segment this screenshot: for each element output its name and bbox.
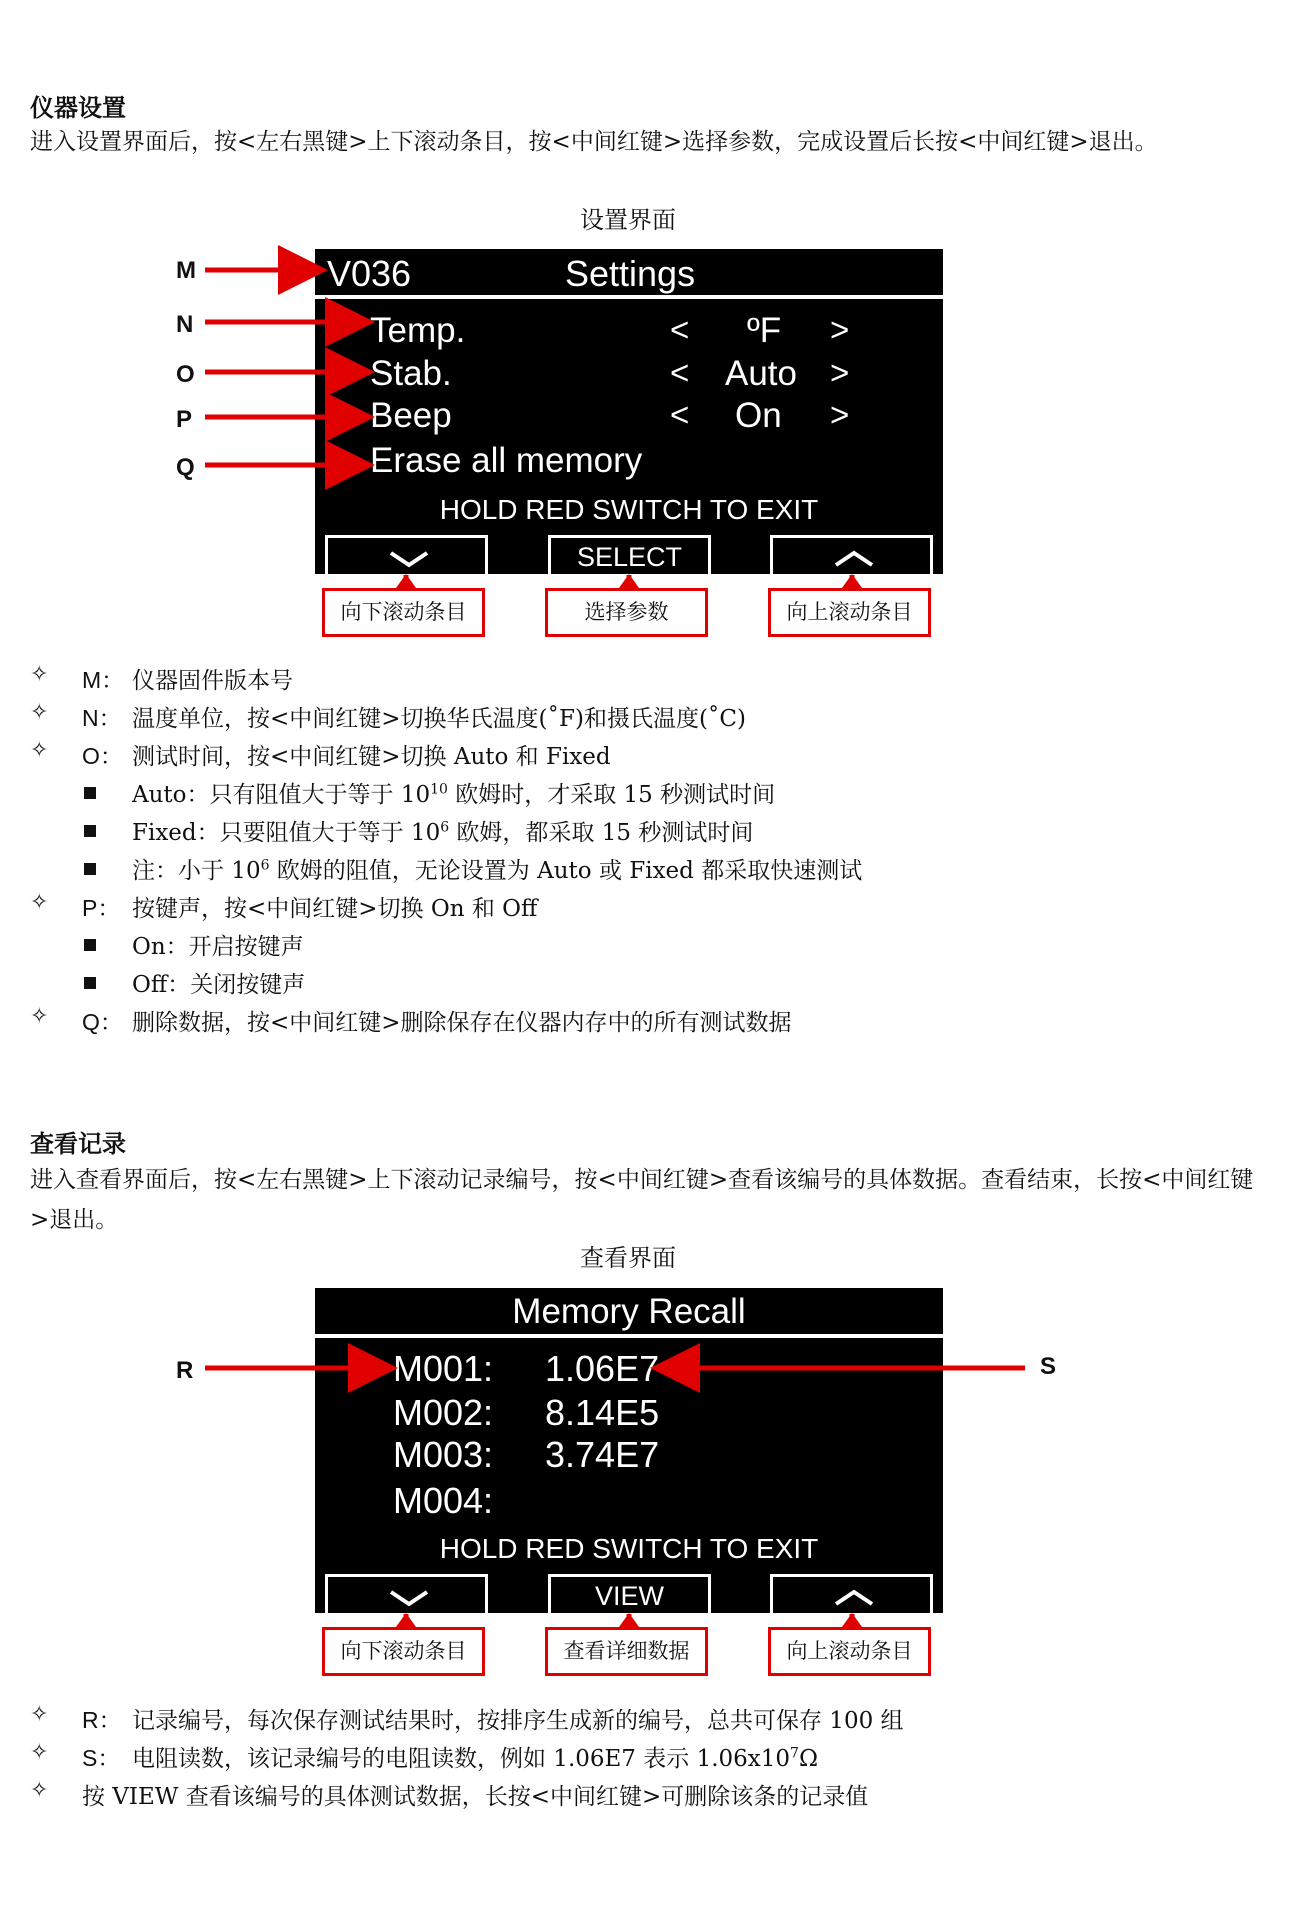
setting-prev-stab[interactable]: <	[670, 354, 690, 391]
exit-hint: HOLD RED SWITCH TO EXIT	[439, 494, 819, 525]
star-bullet-icon: ✧	[30, 1778, 49, 1803]
marker-m: M	[176, 257, 196, 284]
list-text: 欧姆时，才采取 15 秒测试时间	[447, 782, 776, 808]
setting-label-stab[interactable]: Stab.	[370, 354, 452, 393]
list-key: P：	[82, 895, 121, 921]
star-bullet-icon: ✧	[30, 1702, 49, 1727]
star-bullet-icon: ✧	[30, 1004, 49, 1029]
list-text: 电阻读数，该记录编号的电阻读数，例如 1.06E7 表示 1.06x10	[132, 1746, 791, 1772]
setting-next-stab[interactable]: >	[830, 354, 850, 391]
record-value: 1.06E7	[545, 1348, 660, 1389]
marker-s: S	[1040, 1353, 1057, 1380]
star-bullet-icon: ✧	[30, 662, 49, 687]
marker-o: O	[176, 361, 195, 388]
marker-r: R	[176, 1357, 194, 1384]
list-key: N：	[82, 705, 122, 731]
screen-title: Settings	[565, 253, 696, 294]
list-text: 按键声，按<中间红键>切换 On 和 Off	[132, 896, 538, 922]
record-value: 3.74E7	[545, 1434, 660, 1475]
star-bullet-icon: ✧	[30, 738, 49, 763]
setting-label-temp[interactable]: Temp.	[370, 311, 466, 350]
list-text: 按 VIEW 查看该编号的具体测试数据，长按<中间红键>可删除该条的记录值	[82, 1784, 869, 1810]
superscript: 6	[440, 819, 450, 836]
callout-scroll-down: 向下滚动条目	[322, 588, 485, 637]
list-key: Q：	[82, 1009, 123, 1035]
list-key: S：	[82, 1745, 121, 1771]
list-key: R：	[82, 1707, 122, 1733]
settings-intro: 进入设置界面后，按<左右黑键>上下滚动条目，按<中间红键>选择参数，完成设置后长按<中间红键>退出。	[30, 129, 1158, 155]
list-text: Off：关闭按键声	[132, 972, 306, 998]
setting-label-beep[interactable]: Beep	[370, 396, 452, 435]
setting-label-erase[interactable]: Erase all memory	[370, 441, 643, 480]
marker-q: Q	[176, 454, 195, 481]
superscript: 10	[430, 781, 448, 798]
record-id[interactable]: M001:	[393, 1348, 494, 1389]
superscript: 7	[790, 1745, 799, 1762]
screen-title: Memory Recall	[512, 1292, 746, 1331]
setting-prev-beep[interactable]: <	[670, 396, 690, 433]
record-id[interactable]: M004:	[393, 1480, 494, 1521]
record-id[interactable]: M002:	[393, 1392, 494, 1433]
list-key: M：	[82, 667, 125, 693]
callout-scroll-up: 向上滚动条目	[768, 1627, 931, 1676]
superscript: 6	[260, 857, 270, 874]
setting-next-temp[interactable]: >	[830, 311, 850, 348]
list-text: 记录编号，每次保存测试结果时，按排序生成新的编号，总共可保存 100 组	[132, 1708, 904, 1734]
callout-select: 选择参数	[545, 588, 708, 637]
list-text: 仪器固件版本号	[132, 668, 293, 694]
callout-scroll-up: 向上滚动条目	[768, 588, 931, 637]
callout-view: 查看详细数据	[545, 1627, 708, 1676]
list-text: 注：小于 10	[132, 858, 261, 884]
star-bullet-icon: ✧	[30, 890, 49, 915]
list-text: 删除数据，按<中间红键>删除保存在仪器内存中的所有测试数据	[132, 1010, 792, 1036]
marker-p: P	[176, 406, 193, 433]
settings-caption: 设置界面	[580, 206, 676, 234]
list-text: 欧姆，都采取 15 秒测试时间	[449, 820, 754, 846]
star-bullet-icon: ✧	[30, 700, 49, 725]
list-key: O：	[82, 743, 123, 769]
star-bullet-icon: ✧	[30, 1740, 49, 1765]
list-text: Fixed：只要阻值大于等于 10	[132, 820, 441, 846]
list-text: On：开启按键声	[132, 934, 304, 960]
callout-scroll-down: 向下滚动条目	[322, 1627, 485, 1676]
recall-caption: 查看界面	[580, 1244, 676, 1272]
list-text: Ω	[798, 1746, 819, 1772]
list-text: 测试时间，按<中间红键>切换 Auto 和 Fixed	[132, 744, 611, 770]
marker-n: N	[176, 311, 194, 338]
record-id[interactable]: M003:	[393, 1434, 494, 1475]
exit-hint: HOLD RED SWITCH TO EXIT	[439, 1533, 819, 1564]
setting-value-stab: Auto	[725, 354, 797, 393]
setting-next-beep[interactable]: >	[830, 396, 850, 433]
list-text: Auto：只有阻值大于等于 10	[132, 782, 431, 808]
setting-value-temp: ºF	[747, 311, 782, 350]
list-text: 温度单位，按<中间红键>切换华氏温度(˚F)和摄氏温度(˚C)	[132, 706, 746, 732]
list-text: 欧姆的阻值，无论设置为 Auto 或 Fixed 都采取快速测试	[269, 858, 863, 884]
setting-value-beep: On	[735, 396, 782, 435]
select-button-label: SELECT	[576, 542, 683, 572]
setting-prev-temp[interactable]: <	[670, 311, 690, 348]
view-button-label: VIEW	[594, 1581, 664, 1611]
section-heading-recall: 查看记录	[30, 1130, 126, 1158]
record-value: 8.14E5	[545, 1392, 660, 1433]
recall-intro: 进入查看界面后，按<左右黑键>上下滚动记录编号，按<中间红键>查看该编号的具体数据。查看结束，长按<中间红键>退出。	[30, 1167, 1254, 1233]
section-heading-settings: 仪器设置	[30, 94, 126, 122]
firmware-version: V036	[327, 253, 412, 294]
